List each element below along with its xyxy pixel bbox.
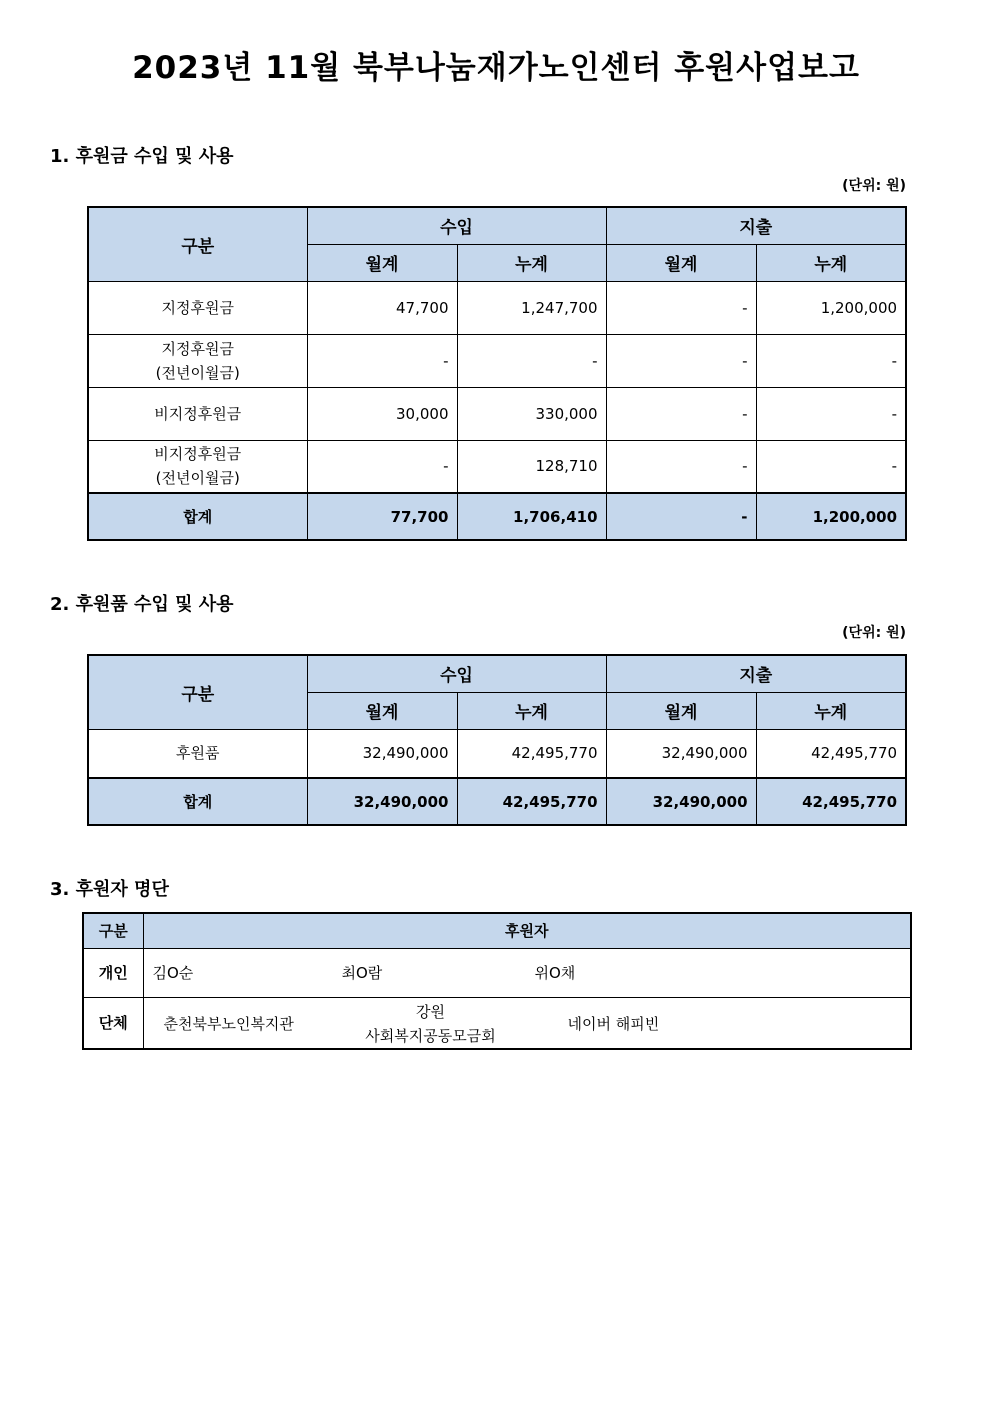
table-row	[88, 729, 906, 778]
cell-income-monthly: -	[307, 440, 457, 493]
group-donor-name: 네이버 해피빈	[567, 1014, 660, 1033]
group-donors-cell	[143, 997, 911, 1049]
header-income-cumulative: 누계	[457, 692, 606, 729]
header-expense-cumulative: 누계	[756, 692, 906, 729]
header-expense-cumulative: 누계	[756, 244, 906, 281]
cell-income-cumulative: 42,495,770	[457, 729, 606, 778]
cell-income-cumulative: 1,247,700	[457, 281, 606, 334]
header-income: 수입	[307, 207, 606, 244]
cell-expense-monthly: 32,490,000	[606, 729, 756, 778]
table-row	[88, 387, 906, 440]
individual-donor-name: 위O채	[534, 963, 576, 982]
row-label	[88, 281, 307, 334]
cell-expense-monthly: -	[606, 334, 756, 387]
page-title: 2023년 11월 북부나눔재가노인센터 후원사업보고	[132, 50, 860, 86]
row-label-line1: 지정후원금	[161, 339, 234, 358]
row-label-line1: 비지정후원금	[154, 404, 242, 423]
individual-donors-cell	[143, 948, 911, 997]
cell-expense-cumulative: -	[756, 387, 906, 440]
total-expense-monthly: -	[606, 493, 756, 540]
cell-income-cumulative: -	[457, 334, 606, 387]
cell-expense-cumulative: 1,200,000	[756, 281, 906, 334]
total-expense-monthly: 32,490,000	[606, 778, 756, 825]
cell-expense-monthly: -	[606, 281, 756, 334]
total-label: 합계	[88, 778, 307, 825]
table-row	[88, 281, 906, 334]
unit-label: (단위: 원)	[842, 178, 906, 194]
total-income-monthly: 32,490,000	[307, 778, 457, 825]
group-label: 단체	[83, 997, 143, 1049]
row-label-line1: 지정후원금	[161, 298, 234, 317]
group-donor-name	[356, 1000, 506, 1048]
section-title-donation-goods: 2. 후원품 수입 및 사용	[50, 594, 234, 615]
header-income: 수입	[307, 655, 606, 692]
total-expense-cumulative: 42,495,770	[756, 778, 906, 825]
header-expense: 지출	[606, 655, 906, 692]
individual-donor-name: 최O람	[341, 963, 383, 982]
row-label	[88, 334, 307, 387]
row-label-line2: (전년이월금)	[155, 469, 240, 488]
section-title-donor-list: 3. 후원자 명단	[50, 879, 169, 900]
total-label: 합계	[88, 493, 307, 540]
header-expense-monthly: 월계	[606, 692, 756, 729]
cell-income-monthly: 32,490,000	[307, 729, 457, 778]
header-income-monthly: 월계	[307, 692, 457, 729]
group-donor-name-line2: 사회복지공동모금회	[365, 1026, 496, 1045]
group-donor-row	[83, 997, 911, 1049]
cell-expense-cumulative: -	[756, 440, 906, 493]
table-row	[88, 440, 906, 493]
cell-income-cumulative: 330,000	[457, 387, 606, 440]
unit-label: (단위: 원)	[842, 625, 906, 641]
header-donor: 후원자	[143, 913, 911, 948]
row-label	[88, 387, 307, 440]
header-expense-monthly: 월계	[606, 244, 756, 281]
group-donor-name: 춘천북부노인복지관	[163, 1014, 294, 1033]
cell-income-monthly: -	[307, 334, 457, 387]
header-category: 구분	[83, 913, 143, 948]
total-row	[88, 493, 906, 540]
header-income-cumulative: 누계	[457, 244, 606, 281]
cell-expense-cumulative: -	[756, 334, 906, 387]
header-expense: 지출	[606, 207, 906, 244]
individual-donor-row	[83, 948, 911, 997]
row-label-line1: 비지정후원금	[154, 445, 242, 464]
section-title-donation-money: 1. 후원금 수입 및 사용	[50, 146, 234, 167]
group-donor-name-line1: 강원	[416, 1002, 445, 1021]
cell-expense-cumulative: 42,495,770	[756, 729, 906, 778]
individual-label: 개인	[83, 948, 143, 997]
total-income-cumulative: 42,495,770	[457, 778, 606, 825]
table-row	[88, 334, 906, 387]
donation-goods-table	[87, 654, 907, 826]
row-label	[88, 440, 307, 493]
total-row	[88, 778, 906, 825]
cell-expense-monthly: -	[606, 440, 756, 493]
row-label-line2: (전년이월금)	[155, 363, 240, 382]
donor-list-table	[82, 912, 912, 1050]
cell-income-cumulative: 128,710	[457, 440, 606, 493]
cell-expense-monthly: -	[606, 387, 756, 440]
total-expense-cumulative: 1,200,000	[756, 493, 906, 540]
cell-income-monthly: 47,700	[307, 281, 457, 334]
header-category: 구분	[88, 655, 307, 729]
total-income-monthly: 77,700	[307, 493, 457, 540]
cell-income-monthly: 30,000	[307, 387, 457, 440]
donation-money-table	[87, 206, 907, 541]
header-category: 구분	[88, 207, 307, 281]
total-income-cumulative: 1,706,410	[457, 493, 606, 540]
individual-donor-name: 김O순	[152, 963, 194, 982]
row-label: 후원품	[88, 729, 307, 778]
header-income-monthly: 월계	[307, 244, 457, 281]
